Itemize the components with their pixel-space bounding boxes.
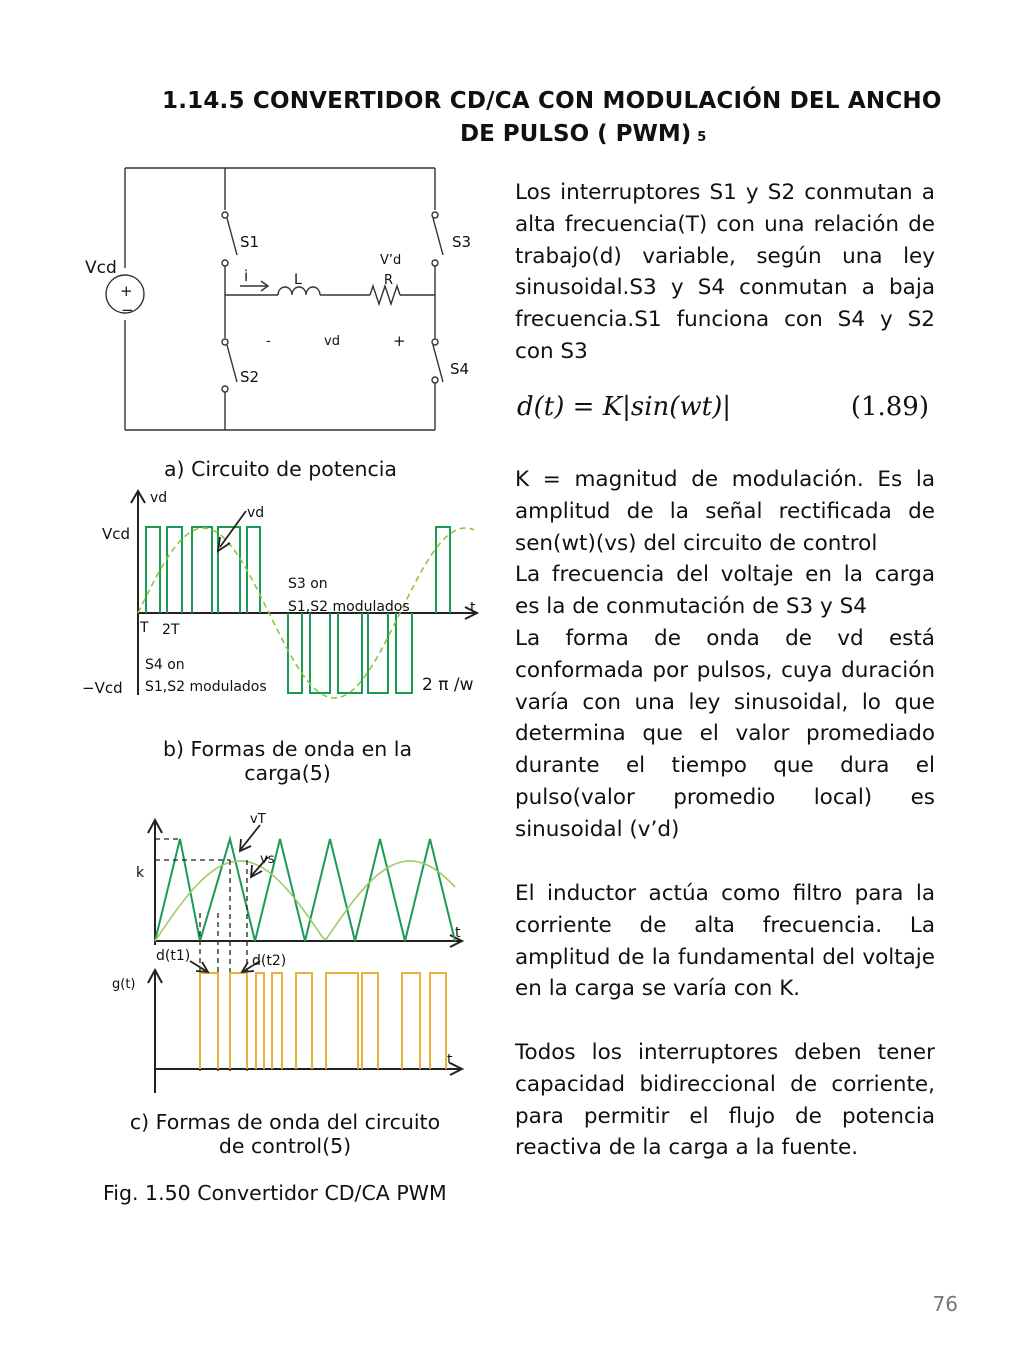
- source-plus-sign: +: [120, 282, 133, 300]
- positive-pulse: [247, 527, 260, 613]
- d-t2-label: d(t2): [252, 953, 287, 969]
- t-axis-label-top: t: [455, 925, 461, 941]
- s12-modulated-top-label: S1,S2 modulados: [288, 599, 410, 615]
- load-waveform-caption: [150, 737, 425, 785]
- paragraph-inductor: [515, 878, 935, 1005]
- load-waveform-caption-line1: b) Formas de onda en la: [162, 737, 413, 761]
- t-axis-label-bottom: t: [447, 1052, 453, 1068]
- switch-s3-label: S3: [452, 233, 472, 251]
- switch-s2-label: S2: [240, 368, 260, 386]
- paragraph-2-text: K = magnitud de modulación. Es la amplitud de la señal rectificada de sen(wt)(vs) del circuito de control: [515, 467, 935, 556]
- vd-pointer-arrow: [220, 511, 246, 547]
- switch-s1-label: S1: [240, 233, 260, 251]
- vd-plus-sign: +: [393, 332, 406, 350]
- positive-pulse: [167, 527, 182, 613]
- control-waveform-caption: [115, 1110, 455, 1158]
- paragraph-5-text: El inductor actúa como filtro para la corriente de alta frecuencia. La amplitud de la fundamental del voltaje en la carga se varía con K.: [515, 881, 935, 1002]
- paragraph-4-text: La forma de onda de vd está conformada por pulsos, cuya duración varía con una ley sinusoidal, lo que determina que el valor promediado durante el tiempo que dura el pulso(valor promedio local) es sinusoidal (v’d): [515, 625, 935, 842]
- period-2T-label: 2T: [162, 622, 180, 638]
- gate-pulse: [256, 973, 264, 1069]
- control-waveform-caption-line2: de control(5): [218, 1134, 352, 1158]
- control-waveform-caption-line1: c) Formas de onda del circuito: [129, 1110, 441, 1134]
- s4-on-label: S4 on: [145, 657, 185, 673]
- period-T-label: T: [140, 620, 149, 636]
- gate-pulse: [296, 973, 312, 1069]
- vT-label: vT: [250, 812, 266, 827]
- gate-pulse: [200, 973, 218, 1069]
- gate-pulse: [430, 973, 446, 1069]
- page-number: 76: [932, 1292, 958, 1316]
- resistor-label: R: [384, 273, 394, 288]
- negative-pulse: [368, 613, 388, 693]
- paragraph-1-text: Los interruptores S1 y S2 conmutan a alta frecuencia(T) con una relación de trabajo(d) variable, según una ley sinusoidal.S3 y S4 conmutan a baja frecuencia.S1 funciona con S4 y S2 con S3: [515, 180, 935, 364]
- switch-s4-label: S4: [450, 360, 470, 378]
- vs-label: vs: [260, 852, 275, 867]
- vcd-positive-label: Vcd: [102, 525, 131, 543]
- section-title-line2: DE PULSO ( PWM): [460, 121, 692, 147]
- title-reference: 5: [697, 130, 707, 145]
- positive-pulse: [146, 527, 160, 613]
- load-waveform-plot: [80, 485, 500, 700]
- current-label: i: [244, 267, 249, 285]
- vd-arrow-label: vd: [247, 505, 265, 521]
- control-waveform-plot: [100, 805, 480, 1095]
- paragraph-3-text: La frecuencia del voltaje en la carga es la de conmutación de S3 y S4: [515, 562, 935, 620]
- gate-pulse: [326, 973, 358, 1069]
- section-title-cont: [460, 121, 706, 147]
- source-minus-sign: −: [121, 301, 134, 319]
- paragraph-switches: [515, 177, 935, 368]
- section-title: 1.14.5 CONVERTIDOR CD/CA CON MODULACIÓN DEL ANCHO: [162, 88, 942, 114]
- gate-pulse: [362, 973, 378, 1069]
- gate-pulse: [272, 973, 282, 1069]
- negative-pulse: [288, 613, 302, 693]
- gate-pulse: [230, 973, 247, 1069]
- g-t-label: g(t): [112, 977, 136, 992]
- t-axis-label: t: [470, 600, 476, 616]
- period-2pi-label: 2 π /w: [422, 675, 474, 695]
- source-voltage-label: Vcd: [85, 258, 117, 278]
- negative-pulse: [396, 613, 412, 693]
- vd-label: vd: [324, 334, 340, 349]
- negative-pulse: [310, 613, 330, 693]
- s3-on-label: S3 on: [288, 576, 328, 592]
- paragraph-definitions: [515, 464, 935, 846]
- equation-expression: d(t) = K|sin(wt)|: [517, 392, 732, 422]
- inductor-label: L: [294, 272, 302, 288]
- positive-pulse: [192, 527, 212, 613]
- equation-1-89: [517, 392, 929, 432]
- vprime-label: V’d: [380, 253, 402, 268]
- positive-pulse: [436, 527, 450, 613]
- load-waveform-caption-line2: carga(5): [244, 761, 331, 785]
- equation-number: (1.89): [850, 392, 929, 422]
- figure-caption: Fig. 1.50 Convertidor CD/CA PWM: [103, 1181, 447, 1205]
- circuit-caption: a) Circuito de potencia: [164, 457, 397, 481]
- power-circuit-diagram: [80, 160, 490, 440]
- s12-modulated-bottom-label: S1,S2 modulados: [145, 679, 267, 695]
- d-t1-label: d(t1): [156, 948, 191, 964]
- vd-axis-label: vd: [150, 490, 168, 506]
- negative-pulse: [338, 613, 362, 693]
- rectified-sine-vs: [155, 861, 455, 941]
- vd-minus-sign: -: [266, 334, 271, 349]
- k-level-label: k: [136, 865, 145, 881]
- paragraph-6-text: Todos los interruptores deben tener capacidad bidireccional de corriente, para permitir el flujo de potencia reactiva de la carga a la fuente.: [515, 1040, 935, 1161]
- gate-pulse: [402, 973, 420, 1069]
- vcd-negative-label: −Vcd: [82, 679, 123, 697]
- paragraph-bidirectional: [515, 1037, 935, 1164]
- positive-pulse: [218, 527, 240, 613]
